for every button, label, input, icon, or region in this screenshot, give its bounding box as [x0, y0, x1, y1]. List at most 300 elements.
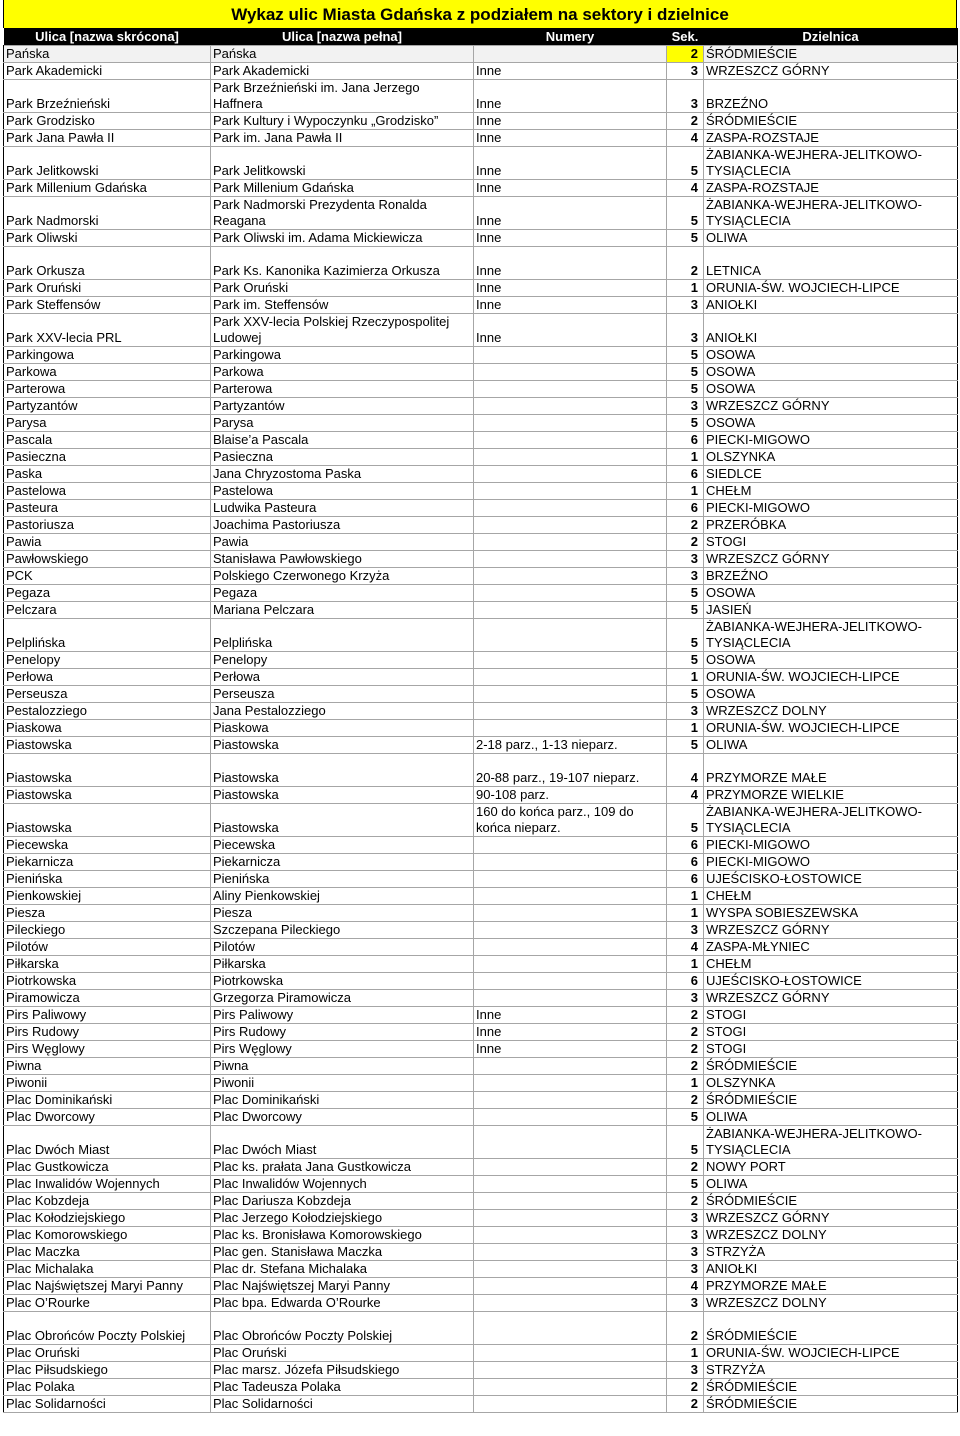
- district-cell: CHEŁM: [704, 888, 958, 905]
- sector-cell: 1: [667, 1345, 704, 1362]
- table-row: [4, 854, 958, 871]
- full-name-cell: Park Oliwski im. Adama Mickiewicza: [211, 230, 474, 247]
- full-name-cell: Pastelowa: [211, 483, 474, 500]
- table-row: [4, 147, 958, 180]
- table-row: [4, 180, 958, 197]
- full-name-cell: Pirs Rudowy: [211, 1024, 474, 1041]
- full-name-cell: Plac ks. prałata Jana Gustkowicza: [211, 1159, 474, 1176]
- full-name-cell: Park Kultury i Wypoczynku „Grodzisko”: [211, 113, 474, 130]
- full-name-cell: Mariana Pelczara: [211, 602, 474, 619]
- numbers-cell: [474, 1278, 667, 1295]
- numbers-cell: [474, 669, 667, 686]
- numbers-cell: Inne: [474, 130, 667, 147]
- table-row: [4, 1041, 958, 1058]
- table-row: [4, 1379, 958, 1396]
- sector-cell: 6: [667, 837, 704, 854]
- table-row: [4, 871, 958, 888]
- full-name-cell: Plac Inwalidów Wojennych: [211, 1176, 474, 1193]
- district-cell: ŚRÓDMIEŚCIE: [704, 1193, 958, 1210]
- full-name-cell: Plac Jerzego Kołodziejskiego: [211, 1210, 474, 1227]
- numbers-cell: [474, 432, 667, 449]
- numbers-cell: Inne: [474, 147, 667, 180]
- numbers-cell: [474, 398, 667, 415]
- full-name-cell: Park Nadmorski Prezydenta Ronalda Reagana: [211, 197, 474, 230]
- header-row: [4, 28, 958, 46]
- short-name-cell: Parkingowa: [4, 347, 211, 364]
- table-row: [4, 754, 958, 787]
- district-cell: WRZESZCZ DOLNY: [704, 703, 958, 720]
- table-row: [4, 551, 958, 568]
- numbers-cell: [474, 1362, 667, 1379]
- table-row: [4, 720, 958, 737]
- sector-cell: 5: [667, 1126, 704, 1159]
- table-row: [4, 130, 958, 147]
- district-cell: OLSZYNKA: [704, 1075, 958, 1092]
- district-cell: ANIOŁKI: [704, 1261, 958, 1278]
- district-cell: ŻABIANKA-WEJHERA-JELITKOWO-TYSIĄCLECIA: [704, 147, 958, 180]
- short-name-cell: Piłkarska: [4, 956, 211, 973]
- short-name-cell: Piaskowa: [4, 720, 211, 737]
- sector-cell: 1: [667, 280, 704, 297]
- sector-cell: 2: [667, 1159, 704, 1176]
- sector-cell: 2: [667, 1058, 704, 1075]
- short-name-cell: Piecewska: [4, 837, 211, 854]
- short-name-cell: Piastowska: [4, 737, 211, 754]
- district-cell: PIECKI-MIGOWO: [704, 500, 958, 517]
- numbers-cell: [474, 585, 667, 602]
- numbers-cell: Inne: [474, 297, 667, 314]
- full-name-cell: Plac Dwóch Miast: [211, 1126, 474, 1159]
- table-row: [4, 432, 958, 449]
- table-row: [4, 602, 958, 619]
- table-row: [4, 381, 958, 398]
- full-name-cell: Blaise’a Pascala: [211, 432, 474, 449]
- full-name-cell: Pelplińska: [211, 619, 474, 652]
- short-name-cell: Piekarnicza: [4, 854, 211, 871]
- district-cell: OLSZYNKA: [704, 449, 958, 466]
- table-row: [4, 1126, 958, 1159]
- short-name-cell: Plac Obrońców Poczty Polskiej: [4, 1312, 211, 1345]
- full-name-cell: Piastowska: [211, 787, 474, 804]
- district-cell: PRZYMORZE MAŁE: [704, 1278, 958, 1295]
- sector-cell: 2: [667, 113, 704, 130]
- full-name-cell: Park XXV-lecia Polskiej Rzeczypospolitej Ludowej: [211, 314, 474, 347]
- full-name-cell: Plac Obrońców Poczty Polskiej: [211, 1312, 474, 1345]
- short-name-cell: Perseusza: [4, 686, 211, 703]
- spreadsheet: [3, 0, 957, 1413]
- sector-cell: 2: [667, 1193, 704, 1210]
- table-row: [4, 939, 958, 956]
- sector-cell: 3: [667, 1295, 704, 1312]
- sector-cell: 5: [667, 804, 704, 837]
- short-name-cell: Pelplińska: [4, 619, 211, 652]
- full-name-cell: Perłowa: [211, 669, 474, 686]
- full-name-cell: Piastowska: [211, 804, 474, 837]
- table-row: [4, 1024, 958, 1041]
- numbers-cell: [474, 990, 667, 1007]
- short-name-cell: Park Akademicki: [4, 63, 211, 80]
- short-name-cell: Pawia: [4, 534, 211, 551]
- sector-cell: 2: [667, 1092, 704, 1109]
- numbers-cell: [474, 1176, 667, 1193]
- full-name-cell: Plac Najświętszej Maryi Panny: [211, 1278, 474, 1295]
- short-name-cell: Plac Polaka: [4, 1379, 211, 1396]
- col-header-district: Dzielnica: [704, 28, 958, 46]
- district-cell: NOWY PORT: [704, 1159, 958, 1176]
- sector-cell: 3: [667, 80, 704, 113]
- full-name-cell: Plac Dominikański: [211, 1092, 474, 1109]
- numbers-cell: [474, 1075, 667, 1092]
- district-cell: ORUNIA-ŚW. WOJCIECH-LIPCE: [704, 1345, 958, 1362]
- district-cell: ZASPA-ROZSTAJE: [704, 130, 958, 147]
- numbers-cell: [474, 922, 667, 939]
- short-name-cell: Pasteura: [4, 500, 211, 517]
- short-name-cell: Plac Gustkowicza: [4, 1159, 211, 1176]
- table-row: [4, 737, 958, 754]
- short-name-cell: Parterowa: [4, 381, 211, 398]
- numbers-cell: Inne: [474, 314, 667, 347]
- district-cell: ŚRÓDMIEŚCIE: [704, 1058, 958, 1075]
- numbers-cell: 20-88 parz., 19-107 nieparz.: [474, 754, 667, 787]
- table-row: [4, 922, 958, 939]
- full-name-cell: Jana Chryzostoma Paska: [211, 466, 474, 483]
- district-cell: ORUNIA-ŚW. WOJCIECH-LIPCE: [704, 280, 958, 297]
- table-row: [4, 197, 958, 230]
- full-name-cell: Parysa: [211, 415, 474, 432]
- numbers-cell: [474, 1379, 667, 1396]
- district-cell: OSOWA: [704, 686, 958, 703]
- numbers-cell: [474, 956, 667, 973]
- table-row: [4, 483, 958, 500]
- district-cell: OSOWA: [704, 364, 958, 381]
- district-cell: STOGI: [704, 1024, 958, 1041]
- numbers-cell: [474, 888, 667, 905]
- sector-cell: 5: [667, 686, 704, 703]
- short-name-cell: Plac Dwóch Miast: [4, 1126, 211, 1159]
- numbers-cell: [474, 837, 667, 854]
- full-name-cell: Plac dr. Stefana Michalaka: [211, 1261, 474, 1278]
- district-cell: OSOWA: [704, 585, 958, 602]
- table-row: [4, 1278, 958, 1295]
- district-cell: PRZERÓBKA: [704, 517, 958, 534]
- table-row: [4, 1058, 958, 1075]
- district-cell: OSOWA: [704, 381, 958, 398]
- table-row: [4, 1176, 958, 1193]
- numbers-cell: [474, 1227, 667, 1244]
- table-row: [4, 398, 958, 415]
- full-name-cell: Piwonii: [211, 1075, 474, 1092]
- short-name-cell: Piwonii: [4, 1075, 211, 1092]
- sector-cell: 2: [667, 1007, 704, 1024]
- short-name-cell: Pańska: [4, 46, 211, 63]
- table-row: [4, 804, 958, 837]
- full-name-cell: Plac Oruński: [211, 1345, 474, 1362]
- full-name-cell: Ludwika Pasteura: [211, 500, 474, 517]
- numbers-cell: Inne: [474, 197, 667, 230]
- table-row: [4, 703, 958, 720]
- numbers-cell: [474, 381, 667, 398]
- sector-cell: 5: [667, 381, 704, 398]
- sector-cell: 2: [667, 247, 704, 280]
- sector-cell: 6: [667, 854, 704, 871]
- numbers-cell: [474, 619, 667, 652]
- full-name-cell: Partyzantów: [211, 398, 474, 415]
- table-row: [4, 1345, 958, 1362]
- numbers-cell: [474, 483, 667, 500]
- sector-cell: 3: [667, 63, 704, 80]
- table-row: [4, 314, 958, 347]
- numbers-cell: [474, 1058, 667, 1075]
- numbers-cell: [474, 720, 667, 737]
- district-cell: PIECKI-MIGOWO: [704, 854, 958, 871]
- table-row: [4, 837, 958, 854]
- numbers-cell: [474, 46, 667, 63]
- short-name-cell: Piastowska: [4, 787, 211, 804]
- table-row: [4, 787, 958, 804]
- full-name-cell: Piaskowa: [211, 720, 474, 737]
- table-row: [4, 568, 958, 585]
- short-name-cell: Pascala: [4, 432, 211, 449]
- full-name-cell: Park Akademicki: [211, 63, 474, 80]
- district-cell: STRZYŻA: [704, 1362, 958, 1379]
- short-name-cell: Pilotów: [4, 939, 211, 956]
- table-row: [4, 113, 958, 130]
- numbers-cell: Inne: [474, 113, 667, 130]
- numbers-cell: [474, 1126, 667, 1159]
- district-cell: ŚRÓDMIEŚCIE: [704, 1312, 958, 1345]
- sector-cell: 6: [667, 871, 704, 888]
- table-row: [4, 517, 958, 534]
- short-name-cell: Plac Michalaka: [4, 1261, 211, 1278]
- table-row: [4, 956, 958, 973]
- short-name-cell: Pileckiego: [4, 922, 211, 939]
- full-name-cell: Pienińska: [211, 871, 474, 888]
- full-name-cell: Park Brzeźnieński im. Jana Jerzego Haffnera: [211, 80, 474, 113]
- short-name-cell: Plac Inwalidów Wojennych: [4, 1176, 211, 1193]
- sector-cell: 3: [667, 1362, 704, 1379]
- short-name-cell: Plac O’Rourke: [4, 1295, 211, 1312]
- table-row: [4, 1362, 958, 1379]
- sector-cell: 4: [667, 180, 704, 197]
- sector-cell: 2: [667, 46, 704, 63]
- sector-cell: 4: [667, 939, 704, 956]
- district-cell: JASIEŃ: [704, 602, 958, 619]
- district-cell: BRZEŹNO: [704, 568, 958, 585]
- short-name-cell: Plac Maczka: [4, 1244, 211, 1261]
- table-row: [4, 415, 958, 432]
- short-name-cell: Park Jana Pawła II: [4, 130, 211, 147]
- short-name-cell: Plac Dworcowy: [4, 1109, 211, 1126]
- full-name-cell: Piwna: [211, 1058, 474, 1075]
- numbers-cell: [474, 1210, 667, 1227]
- full-name-cell: Parkingowa: [211, 347, 474, 364]
- short-name-cell: Pienkowskiej: [4, 888, 211, 905]
- numbers-cell: Inne: [474, 1041, 667, 1058]
- table-row: [4, 449, 958, 466]
- numbers-cell: [474, 1396, 667, 1413]
- district-cell: ŚRÓDMIEŚCIE: [704, 1379, 958, 1396]
- table-row: [4, 1261, 958, 1278]
- district-cell: PIECKI-MIGOWO: [704, 432, 958, 449]
- sector-cell: 3: [667, 568, 704, 585]
- sector-cell: 1: [667, 483, 704, 500]
- short-name-cell: Pegaza: [4, 585, 211, 602]
- district-cell: OSOWA: [704, 652, 958, 669]
- district-cell: ŚRÓDMIEŚCIE: [704, 1092, 958, 1109]
- table-row: [4, 280, 958, 297]
- full-name-cell: Pirs Węglowy: [211, 1041, 474, 1058]
- full-name-cell: Pilotów: [211, 939, 474, 956]
- table-row: [4, 888, 958, 905]
- full-name-cell: Pirs Paliwowy: [211, 1007, 474, 1024]
- short-name-cell: Pirs Węglowy: [4, 1041, 211, 1058]
- district-cell: STRZYŻA: [704, 1244, 958, 1261]
- district-cell: WRZESZCZ GÓRNY: [704, 1210, 958, 1227]
- district-cell: ŚRÓDMIEŚCIE: [704, 1396, 958, 1413]
- numbers-cell: [474, 854, 667, 871]
- district-cell: OSOWA: [704, 415, 958, 432]
- sector-cell: 6: [667, 973, 704, 990]
- table-row: [4, 46, 958, 63]
- district-cell: ŚRÓDMIEŚCIE: [704, 113, 958, 130]
- numbers-cell: [474, 1109, 667, 1126]
- table-row: [4, 686, 958, 703]
- table-row: [4, 247, 958, 280]
- sector-cell: 3: [667, 703, 704, 720]
- numbers-cell: Inne: [474, 247, 667, 280]
- sector-cell: 1: [667, 720, 704, 737]
- full-name-cell: Pawia: [211, 534, 474, 551]
- sector-cell: 1: [667, 888, 704, 905]
- numbers-cell: [474, 871, 667, 888]
- short-name-cell: Plac Solidarności: [4, 1396, 211, 1413]
- full-name-cell: Jana Pestalozziego: [211, 703, 474, 720]
- short-name-cell: Penelopy: [4, 652, 211, 669]
- district-cell: UJEŚCISKO-ŁOSTOWICE: [704, 973, 958, 990]
- short-name-cell: Perłowa: [4, 669, 211, 686]
- table-row: [4, 1312, 958, 1345]
- district-cell: WRZESZCZ GÓRNY: [704, 990, 958, 1007]
- district-cell: ZASPA-ROZSTAJE: [704, 180, 958, 197]
- numbers-cell: [474, 1092, 667, 1109]
- numbers-cell: [474, 1159, 667, 1176]
- sector-cell: 5: [667, 147, 704, 180]
- full-name-cell: Szczepana Pileckiego: [211, 922, 474, 939]
- table-row: [4, 990, 958, 1007]
- district-cell: OSOWA: [704, 347, 958, 364]
- district-cell: ANIOŁKI: [704, 297, 958, 314]
- numbers-cell: [474, 534, 667, 551]
- sector-cell: 5: [667, 737, 704, 754]
- table-row: [4, 364, 958, 381]
- short-name-cell: Piramowicza: [4, 990, 211, 1007]
- sector-cell: 3: [667, 1227, 704, 1244]
- table-row: [4, 230, 958, 247]
- full-name-cell: Park Jelitkowski: [211, 147, 474, 180]
- numbers-cell: [474, 517, 667, 534]
- full-name-cell: Piłkarska: [211, 956, 474, 973]
- district-cell: ŻABIANKA-WEJHERA-JELITKOWO-TYSIĄCLECIA: [704, 619, 958, 652]
- full-name-cell: Aliny Pienkowskiej: [211, 888, 474, 905]
- sector-cell: 5: [667, 602, 704, 619]
- district-cell: ZASPA-MŁYNIEC: [704, 939, 958, 956]
- sector-cell: 5: [667, 619, 704, 652]
- district-cell: STOGI: [704, 1041, 958, 1058]
- sector-cell: 5: [667, 230, 704, 247]
- table-row: [4, 905, 958, 922]
- district-cell: OLIWA: [704, 737, 958, 754]
- sector-cell: 3: [667, 398, 704, 415]
- district-cell: CHEŁM: [704, 956, 958, 973]
- sector-cell: 2: [667, 1312, 704, 1345]
- full-name-cell: Parkowa: [211, 364, 474, 381]
- sector-cell: 5: [667, 347, 704, 364]
- short-name-cell: Pelczara: [4, 602, 211, 619]
- table-row: [4, 1227, 958, 1244]
- numbers-cell: [474, 652, 667, 669]
- short-name-cell: Park Brzeźnieński: [4, 80, 211, 113]
- short-name-cell: Piwna: [4, 1058, 211, 1075]
- short-name-cell: Parysa: [4, 415, 211, 432]
- short-name-cell: Park Oruński: [4, 280, 211, 297]
- sector-cell: 1: [667, 905, 704, 922]
- sector-cell: 1: [667, 449, 704, 466]
- full-name-cell: Piastowska: [211, 737, 474, 754]
- full-name-cell: Plac ks. Bronisława Komorowskiego: [211, 1227, 474, 1244]
- sector-cell: 3: [667, 1244, 704, 1261]
- district-cell: ORUNIA-ŚW. WOJCIECH-LIPCE: [704, 669, 958, 686]
- col-header-numbers: Numery: [474, 28, 667, 46]
- short-name-cell: Plac Kołodziejskiego: [4, 1210, 211, 1227]
- sector-cell: 2: [667, 534, 704, 551]
- sector-cell: 5: [667, 415, 704, 432]
- numbers-cell: Inne: [474, 80, 667, 113]
- district-cell: ANIOŁKI: [704, 314, 958, 347]
- numbers-cell: [474, 568, 667, 585]
- col-header-sector: Sek.: [667, 28, 704, 46]
- short-name-cell: Pienińska: [4, 871, 211, 888]
- sector-cell: 4: [667, 1278, 704, 1295]
- sector-cell: 3: [667, 297, 704, 314]
- sector-cell: 1: [667, 1075, 704, 1092]
- district-cell: ORUNIA-ŚW. WOJCIECH-LIPCE: [704, 720, 958, 737]
- sector-cell: 4: [667, 754, 704, 787]
- table-row: [4, 297, 958, 314]
- district-cell: UJEŚCISKO-ŁOSTOWICE: [704, 871, 958, 888]
- table-row: [4, 80, 958, 113]
- table-row: [4, 534, 958, 551]
- full-name-cell: Plac Dariusza Kobzdeja: [211, 1193, 474, 1210]
- sector-cell: 5: [667, 364, 704, 381]
- numbers-cell: [474, 686, 667, 703]
- short-name-cell: Plac Dominikański: [4, 1092, 211, 1109]
- numbers-cell: 160 do końca parz., 109 do końca nieparz.: [474, 804, 667, 837]
- short-name-cell: Parkowa: [4, 364, 211, 381]
- numbers-cell: [474, 551, 667, 568]
- district-cell: CHEŁM: [704, 483, 958, 500]
- district-cell: BRZEŹNO: [704, 80, 958, 113]
- table-row: [4, 1210, 958, 1227]
- short-name-cell: Park XXV-lecia PRL: [4, 314, 211, 347]
- numbers-cell: Inne: [474, 280, 667, 297]
- full-name-cell: Piotrkowska: [211, 973, 474, 990]
- full-name-cell: Plac bpa. Edwarda O’Rourke: [211, 1295, 474, 1312]
- district-cell: ŻABIANKA-WEJHERA-JELITKOWO-TYSIĄCLECIA: [704, 1126, 958, 1159]
- sector-cell: 6: [667, 466, 704, 483]
- sector-cell: 2: [667, 1024, 704, 1041]
- short-name-cell: Piesza: [4, 905, 211, 922]
- short-name-cell: Pestalozziego: [4, 703, 211, 720]
